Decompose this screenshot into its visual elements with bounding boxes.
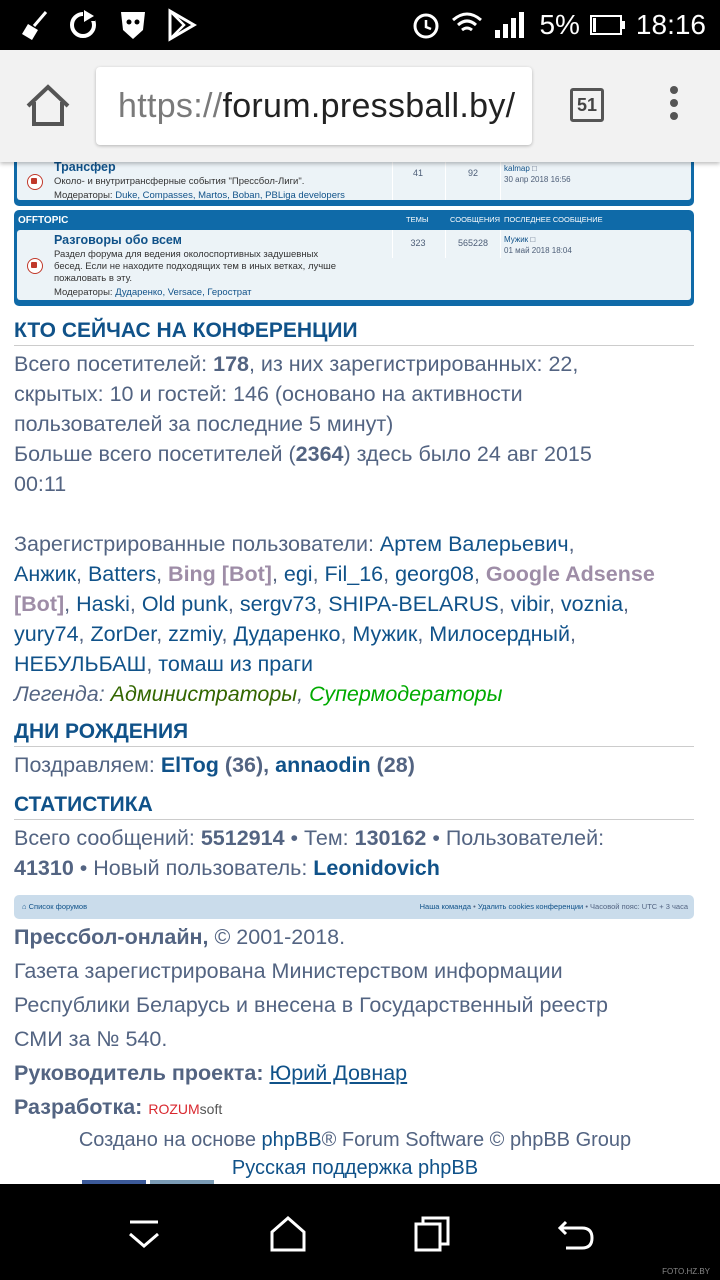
bot-link[interactable]: Google Adsense [485,562,655,586]
site-name: Прессбол-онлайн, [14,925,209,949]
forum-index-link[interactable]: ⌂ Список форумов [22,902,88,911]
user-link[interactable]: sergv73 [239,592,317,616]
status-right [411,8,706,42]
forum-last-post: kalmap □ 30 апр 2018 16:56 [504,164,571,184]
stats-section-title: СТАТИСТИКА [14,793,694,820]
overflow-menu-icon[interactable] [664,86,684,126]
forum-topics-count: 41 [412,168,423,178]
user-link[interactable]: yury74 [14,622,79,646]
user-link[interactable]: Haski [76,592,130,616]
battery-percent: 5% [539,9,580,40]
stats-text: Всего сообщений: 5512914 • Тем: 130162 • Пользователей: 41310 • Новый пользователь: Leonidovich [14,826,605,880]
forum-block-offtopic [14,210,694,306]
powered-by: Создано на основе phpBB® Forum Software © phpBB Group Русская поддержка phpBB [78,1129,632,1179]
registered-users-list: Зарегистрированные пользователи: Артем Валерьевич, Анжик, Batters, Bing [Bot], egi, Fil_16, georg08, Google Adsense [Bot], Haski, Old punk, sergv73, SHIPA-BELARUS, vibir, voznia, yury74, ZorDer, zzmiy, Дударенко, Мужик, Милосердный, НЕБУЛЬБАШ, томаш из праги Легенда: Администраторы, Супермодераторы [14,532,655,706]
browser-toolbar [0,50,720,162]
forum-topics-count: 323 [410,238,426,248]
home-icon[interactable] [22,80,74,132]
status-bar [0,0,720,50]
battery-icon [590,14,626,36]
forum-unread-icon [27,174,43,190]
user-link[interactable]: Old punk [141,592,228,616]
user-link[interactable]: томаш из праги [158,652,314,676]
birthdays-section-title: ДНИ РОЖДЕНИЯ [14,720,694,747]
stats-topics: 130162 [354,826,427,850]
view-post-icon[interactable]: □ [532,164,537,173]
forum-block-pbliga [14,162,694,206]
view-post-icon[interactable]: □ [530,235,536,244]
online-total: 178 [213,352,249,376]
forum-unread-icon [27,258,43,274]
column-header-topics: ТЕМЫ [406,215,429,224]
delete-cookies-link[interactable]: Удалить cookies конференции [477,902,584,911]
refresh-icon [66,8,100,42]
moderators-links[interactable]: Duke, Compasses, Martos, Boban, PBLiga developers [115,190,345,201]
user-link[interactable]: Артем Валерьевич [379,532,569,556]
tab-switcher-button[interactable]: 51 [570,88,604,122]
birthday-user-link[interactable]: ElTog [160,753,219,777]
birthdays-text: Поздравляем: ElTog (36), annaodin (28) [14,753,415,777]
user-link[interactable]: ZorDer [90,622,157,646]
forum-posts-count: 92 [467,168,478,178]
legend-supermods-link[interactable]: Супермодераторы [309,682,503,706]
signal-icon [493,10,529,40]
column-divider [445,230,446,258]
online-section-title: КТО СЕЙЧАС НА КОНФЕРЕНЦИИ [14,319,694,346]
bot-link[interactable]: [Bot] [14,592,65,616]
category-title[interactable]: OFFTOPIC [18,215,69,226]
site-footer: Прессбол-онлайн, © 2001-2018. Газета зарегистрирована Министерством информации Республики Беларусь и внесена в Государственный реестр СМИ за № 540. Руководитель проекта: Юрий Довнар Разработка: ROZUMsoft [14,925,608,1119]
moderators-links[interactable]: Дударенко, Versace, Герострат [115,287,252,298]
forum-title-talk[interactable]: Разговоры обо всем [54,233,182,247]
page-content [0,162,720,1184]
collapse-icon[interactable] [124,1214,164,1254]
forum-row-transfer [17,162,691,200]
stats-users: 41310 [14,856,74,880]
online-max: 2364 [295,442,344,466]
user-link[interactable]: Милосердный [429,622,571,646]
user-link[interactable]: SHIPA-BELARUS [328,592,499,616]
watermark: FOTO.HZ.BY [662,1267,710,1276]
user-link[interactable]: georg08 [395,562,474,586]
user-link[interactable]: НЕБУЛЬБАШ [14,652,147,676]
user-link[interactable]: voznia [560,592,624,616]
alarm-icon [411,10,441,40]
column-header-posts: СООБЩЕНИЯ [450,215,501,224]
legend-admins-link[interactable]: Администраторы [110,682,298,706]
url-host: forum.pressball.by/ [222,87,516,125]
last-post-author[interactable]: Мужик [504,235,529,244]
system-nav-bar [0,1184,720,1280]
column-divider [445,162,446,200]
play-store-icon [164,8,198,42]
forum-mods-talk: Модераторы: Дударенко, Versace, Герострат [54,287,252,298]
home-icon: ⌂ [22,902,27,911]
column-divider [500,162,501,200]
column-divider [500,230,501,258]
shield-icon [116,8,150,42]
team-link[interactable]: Наша команда [419,902,472,911]
last-post-author[interactable]: kalmap [504,164,530,173]
newest-user-link[interactable]: Leonidovich [313,856,440,880]
back-icon[interactable] [556,1214,596,1254]
user-link[interactable]: Анжик [14,562,77,586]
user-link[interactable]: vibir [510,592,549,616]
url-field[interactable] [96,67,532,145]
bot-link[interactable]: Bing [Bot] [168,562,272,586]
home-icon[interactable] [268,1214,308,1254]
url-protocol: https:// [118,87,223,125]
developer-logo[interactable]: ROZUMsoft [148,1101,223,1117]
legend: Легенда: Администраторы, Супермодераторы [14,682,503,706]
user-link[interactable]: egi [283,562,313,586]
online-stats: Всего посетителей: 178, из них зарегистрированных: 22, скрытых: 10 и гостей: 146 (основано на активности пользователей за последние 5 минут) Больше всего посетителей (2364) здесь было 24 авг 2015 00:11 [14,352,592,496]
clock: 18:16 [635,9,706,40]
footer-navbar [14,895,694,919]
birthday-user-link[interactable]: annaodin [275,753,371,777]
user-link[interactable]: Дударенко [233,622,341,646]
recent-apps-icon[interactable] [412,1214,452,1254]
broom-icon [20,8,54,42]
navbar-right: Наша команда • Удалить cookies конференции • Часовой пояс: UTC + 3 часа [419,902,688,911]
forum-posts-count: 565228 [457,238,489,248]
stats-posts: 5512914 [200,826,285,850]
russian-support-link[interactable]: Русская поддержка phpBB [231,1157,479,1179]
user-link[interactable]: Мужик [352,622,418,646]
project-lead-link[interactable]: Юрий Довнар [269,1061,408,1085]
forum-row-talk [17,230,691,300]
forum-mods-transfer: Модераторы: Duke, Compasses, Martos, Boban, PBLiga developers [54,190,345,201]
user-link[interactable]: Fil_16 [324,562,384,586]
forum-title-transfer[interactable]: Трансфер [54,162,116,174]
forum-desc-transfer: Около- и внутритрансферные события "Прессбол-Лиги". [54,176,305,187]
user-link[interactable]: zzmiy [168,622,222,646]
phpbb-link[interactable]: phpBB [261,1129,322,1151]
user-link[interactable]: Batters [87,562,157,586]
wifi-icon [451,10,483,40]
column-header-last-post: ПОСЛЕДНЕЕ СООБЩЕНИЕ [504,215,603,224]
forum-last-post: Мужик □ 01 май 2018 18:04 [504,235,572,255]
forum-desc-talk: Раздел форума для ведения околоспортивных задушевных бесед. Если не находите подходящих тем в иных ветках, лучше пожаловать в эту. [54,249,337,284]
